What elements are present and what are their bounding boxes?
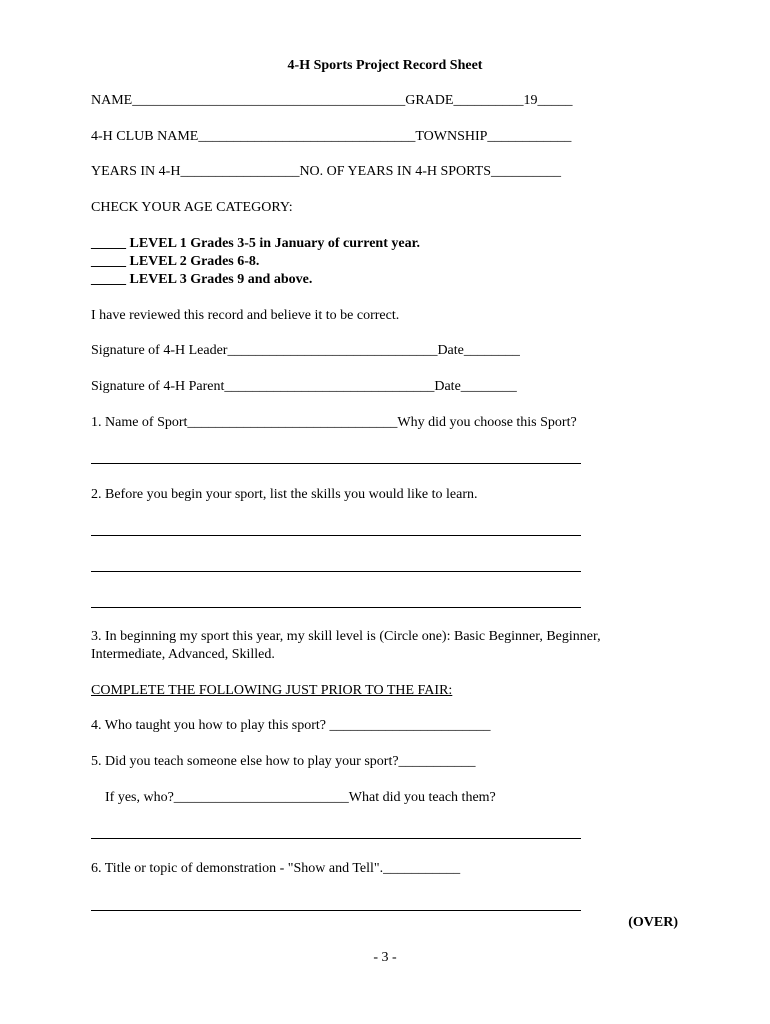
question-1[interactable]: 1. Name of Sport______________________________Why did you choose this Sport? [91,415,577,430]
answer-line[interactable] [91,838,581,839]
answer-line[interactable] [91,463,581,464]
years-field[interactable]: YEARS IN 4-H_________________NO. OF YEARS IN 4-H SPORTS__________ [91,164,561,179]
name-grade-field[interactable]: NAME_______________________________________GRADE__________19_____ [91,93,573,108]
age-level-2[interactable]: _____ LEVEL 2 Grades 6-8. [91,254,260,269]
answer-line[interactable] [91,535,581,536]
page-title: 4-H Sports Project Record Sheet [287,58,483,73]
fair-section-heading: COMPLETE THE FOLLOWING JUST PRIOR TO THE FAIR: [91,683,453,698]
answer-line[interactable] [91,571,581,572]
parent-signature-field[interactable]: Signature of 4-H Parent______________________________Date________ [91,379,517,394]
answer-line[interactable] [91,607,581,608]
answer-line[interactable] [91,910,581,911]
leader-signature-field[interactable]: Signature of 4-H Leader______________________________Date________ [91,343,520,358]
age-level-3[interactable]: _____ LEVEL 3 Grades 9 and above. [91,272,313,287]
page-number: - 3 - [373,950,397,965]
question-2: 2. Before you begin your sport, list the skills you would like to learn. [91,487,478,502]
club-township-field[interactable]: 4-H CLUB NAME_______________________________TOWNSHIP____________ [91,129,572,144]
review-statement: I have reviewed this record and believe it to be correct. [91,308,400,323]
question-5[interactable]: 5. Did you teach someone else how to play your sport?___________ [91,754,476,769]
over-note: (OVER) [628,915,678,930]
age-level-1[interactable]: _____ LEVEL 1 Grades 3-5 in January of current year. [91,236,421,251]
question-6[interactable]: 6. Title or topic of demonstration - "Show and Tell".___________ [91,861,461,876]
question-4[interactable]: 4. Who taught you how to play this sport? _______________________ [91,718,491,733]
question-3-line-2: Intermediate, Advanced, Skilled. [91,647,275,662]
question-3-line-1: 3. In beginning my sport this year, my skill level is (Circle one): Basic Beginner, Beginner, [91,629,601,644]
question-5-followup[interactable]: If yes, who?_________________________What did you teach them? [105,790,496,805]
age-category-prompt: CHECK YOUR AGE CATEGORY: [91,200,293,215]
